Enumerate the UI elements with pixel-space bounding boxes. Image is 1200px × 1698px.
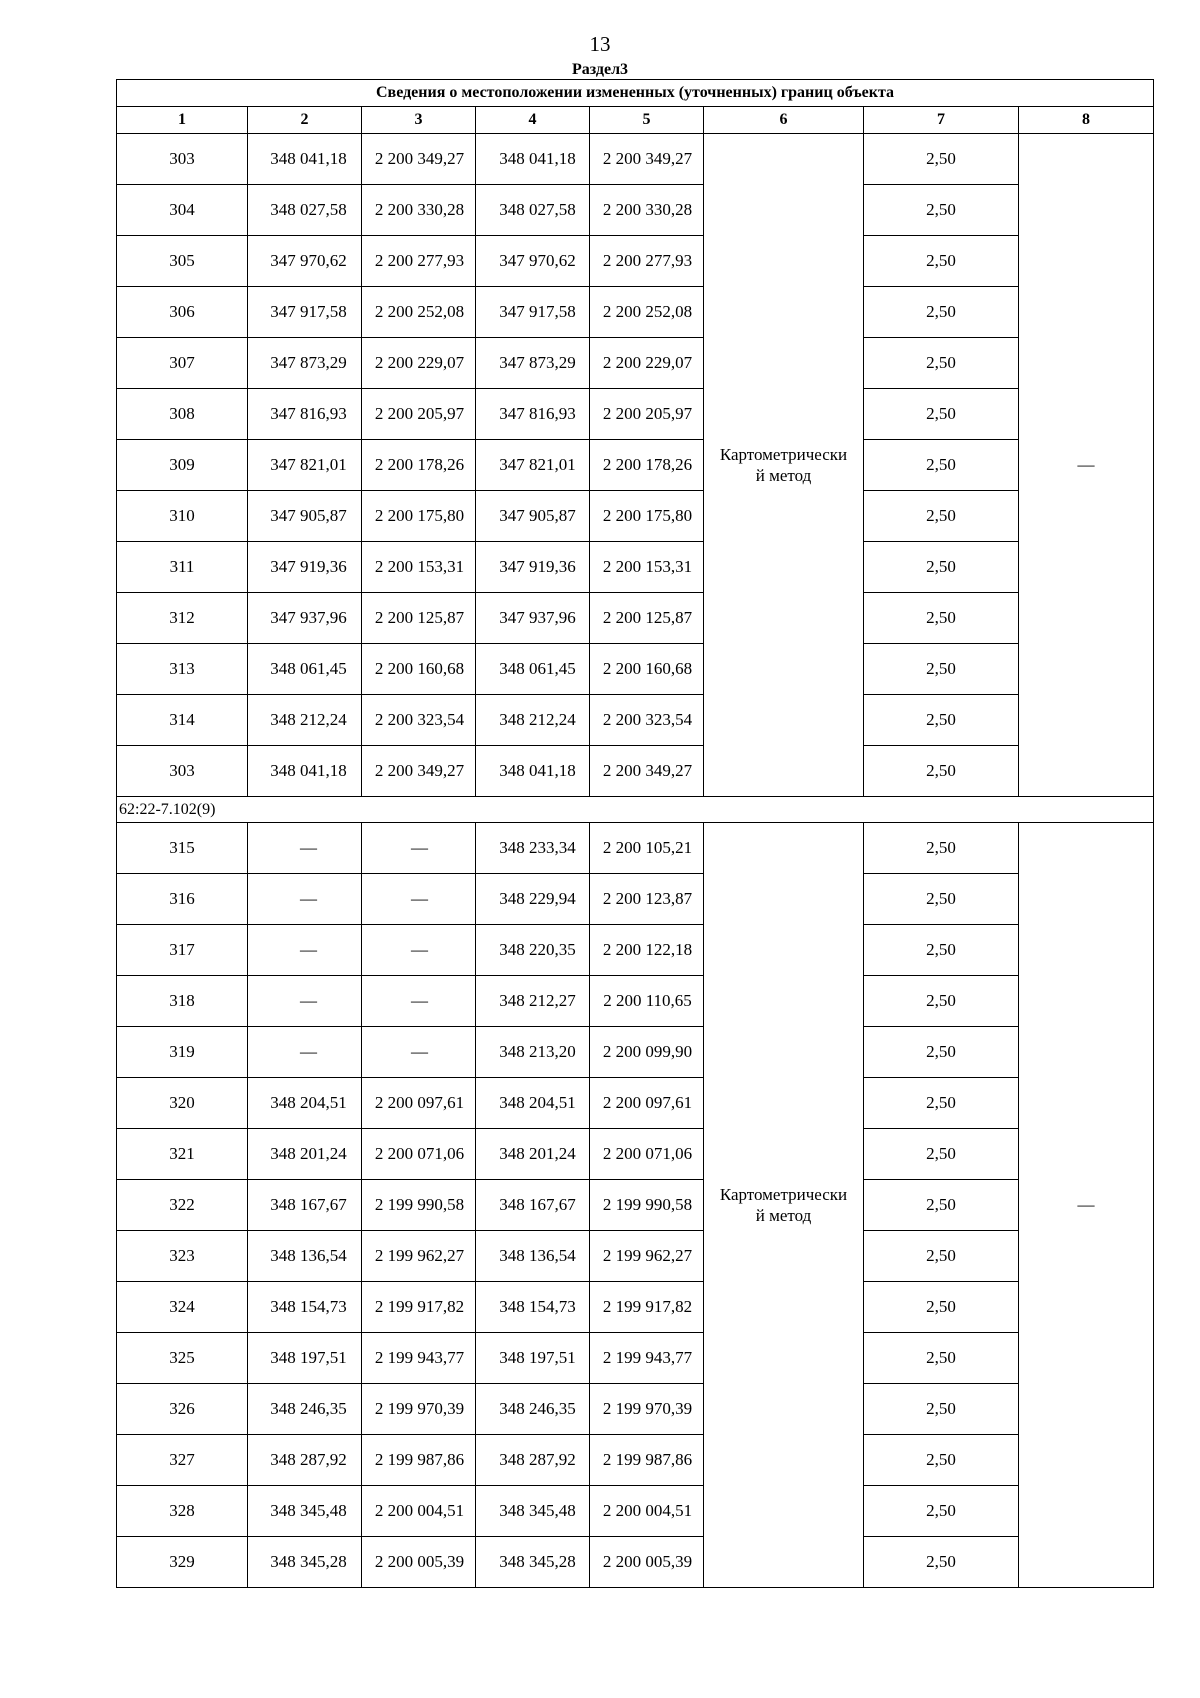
point-number: 327 [117,1435,248,1486]
old-x-coordinate: 347 873,29 [248,338,362,389]
new-x-coordinate: 348 246,35 [476,1384,590,1435]
new-y-coordinate: 2 200 349,27 [590,746,704,797]
new-x-coordinate: 348 229,94 [476,874,590,925]
point-number: 311 [117,542,248,593]
point-number: 316 [117,874,248,925]
accuracy-value: 2,50 [864,236,1019,287]
new-x-coordinate: 348 136,54 [476,1231,590,1282]
accuracy-value: 2,50 [864,185,1019,236]
old-x-coordinate: 348 204,51 [248,1078,362,1129]
old-y-coordinate: 2 200 004,51 [362,1486,476,1537]
table-row [117,236,1154,287]
new-x-coordinate: 348 061,45 [476,644,590,695]
accuracy-value: 2,50 [864,338,1019,389]
new-y-coordinate: 2 200 330,28 [590,185,704,236]
old-x-coordinate: — [248,874,362,925]
column-number: 3 [362,107,476,134]
new-y-coordinate: 2 200 252,08 [590,287,704,338]
accuracy-value: 2,50 [864,287,1019,338]
new-x-coordinate: 348 201,24 [476,1129,590,1180]
accuracy-value: 2,50 [864,1384,1019,1435]
old-y-coordinate: 2 200 160,68 [362,644,476,695]
new-x-coordinate: 348 233,34 [476,823,590,874]
old-x-coordinate: 348 154,73 [248,1282,362,1333]
old-x-coordinate: 348 212,24 [248,695,362,746]
new-y-coordinate: 2 199 962,27 [590,1231,704,1282]
point-number: 319 [117,1027,248,1078]
new-y-coordinate: 2 200 097,61 [590,1078,704,1129]
group-label-row [117,797,1154,823]
old-y-coordinate: — [362,925,476,976]
accuracy-value: 2,50 [864,1027,1019,1078]
table-row [117,542,1154,593]
column-number: 8 [1019,107,1154,134]
boundary-coordinates-table [116,79,1154,1588]
new-y-coordinate: 2 200 005,39 [590,1537,704,1588]
point-number: 321 [117,1129,248,1180]
note-cell: — [1019,134,1154,797]
column-number: 2 [248,107,362,134]
accuracy-value: 2,50 [864,134,1019,185]
old-y-coordinate: 2 200 097,61 [362,1078,476,1129]
old-y-coordinate: 2 200 252,08 [362,287,476,338]
new-x-coordinate: 348 345,48 [476,1486,590,1537]
table-row [117,389,1154,440]
accuracy-value: 2,50 [864,1078,1019,1129]
accuracy-value: 2,50 [864,1282,1019,1333]
point-number: 306 [117,287,248,338]
new-y-coordinate: 2 199 987,86 [590,1435,704,1486]
new-y-coordinate: 2 200 349,27 [590,134,704,185]
table-row [117,644,1154,695]
old-y-coordinate: 2 200 005,39 [362,1537,476,1588]
point-number: 328 [117,1486,248,1537]
point-number: 308 [117,389,248,440]
old-y-coordinate: 2 200 330,28 [362,185,476,236]
accuracy-value: 2,50 [864,440,1019,491]
old-y-coordinate: 2 199 970,39 [362,1384,476,1435]
old-y-coordinate: 2 199 962,27 [362,1231,476,1282]
column-number: 6 [704,107,864,134]
old-y-coordinate: 2 200 229,07 [362,338,476,389]
method-cell [704,134,864,797]
new-x-coordinate: 347 821,01 [476,440,590,491]
table-row [117,185,1154,236]
new-x-coordinate: 348 220,35 [476,925,590,976]
table-row [117,1282,1154,1333]
table-row [117,1333,1154,1384]
old-y-coordinate: 2 200 178,26 [362,440,476,491]
new-y-coordinate: 2 200 178,26 [590,440,704,491]
column-number: 1 [117,107,248,134]
old-x-coordinate: 348 287,92 [248,1435,362,1486]
point-number: 323 [117,1231,248,1282]
new-x-coordinate: 348 041,18 [476,746,590,797]
column-number-row [117,107,1154,134]
accuracy-value: 2,50 [864,695,1019,746]
old-x-coordinate: 348 345,28 [248,1537,362,1588]
point-number: 324 [117,1282,248,1333]
old-x-coordinate: 347 919,36 [248,542,362,593]
old-y-coordinate: — [362,1027,476,1078]
method-cell [704,823,864,1588]
old-y-coordinate: 2 200 349,27 [362,134,476,185]
old-y-coordinate: 2 199 917,82 [362,1282,476,1333]
new-x-coordinate: 347 917,58 [476,287,590,338]
table-row [117,1180,1154,1231]
accuracy-value: 2,50 [864,593,1019,644]
new-x-coordinate: 347 970,62 [476,236,590,287]
accuracy-value: 2,50 [864,874,1019,925]
new-x-coordinate: 347 873,29 [476,338,590,389]
new-y-coordinate: 2 199 970,39 [590,1384,704,1435]
old-y-coordinate: 2 200 205,97 [362,389,476,440]
old-x-coordinate: 348 246,35 [248,1384,362,1435]
page-number: 13 [589,32,611,56]
new-x-coordinate: 348 287,92 [476,1435,590,1486]
accuracy-value: 2,50 [864,1435,1019,1486]
table-row [117,1231,1154,1282]
accuracy-value: 2,50 [864,491,1019,542]
old-x-coordinate: 347 816,93 [248,389,362,440]
point-number: 312 [117,593,248,644]
new-y-coordinate: 2 200 125,87 [590,593,704,644]
new-y-coordinate: 2 200 004,51 [590,1486,704,1537]
point-number: 325 [117,1333,248,1384]
new-x-coordinate: 348 041,18 [476,134,590,185]
new-y-coordinate: 2 200 105,21 [590,823,704,874]
table-row [117,746,1154,797]
point-number: 315 [117,823,248,874]
new-x-coordinate: 348 197,51 [476,1333,590,1384]
accuracy-value: 2,50 [864,1333,1019,1384]
new-x-coordinate: 347 905,87 [476,491,590,542]
table-caption-row [117,80,1154,107]
new-x-coordinate: 348 154,73 [476,1282,590,1333]
new-y-coordinate: 2 200 160,68 [590,644,704,695]
point-number: 322 [117,1180,248,1231]
old-x-coordinate: — [248,925,362,976]
table-row [117,1078,1154,1129]
new-y-coordinate: 2 200 110,65 [590,976,704,1027]
new-y-coordinate: 2 200 175,80 [590,491,704,542]
point-number: 304 [117,185,248,236]
old-y-coordinate: 2 199 987,86 [362,1435,476,1486]
method-text-line: Картометрически [719,1185,848,1204]
method-text-line: й метод [755,1206,812,1225]
accuracy-value: 2,50 [864,1486,1019,1537]
old-x-coordinate: 347 917,58 [248,287,362,338]
new-y-coordinate: 2 200 153,31 [590,542,704,593]
old-y-coordinate: 2 199 943,77 [362,1333,476,1384]
old-y-coordinate: — [362,874,476,925]
table-row [117,1537,1154,1588]
new-x-coordinate: 347 919,36 [476,542,590,593]
old-x-coordinate: 347 905,87 [248,491,362,542]
accuracy-value: 2,50 [864,823,1019,874]
old-y-coordinate: 2 200 323,54 [362,695,476,746]
point-number: 303 [117,134,248,185]
point-number: 326 [117,1384,248,1435]
old-x-coordinate: 347 937,96 [248,593,362,644]
new-x-coordinate: 348 027,58 [476,185,590,236]
section-title: Раздел3 [571,61,629,78]
old-y-coordinate: — [362,976,476,1027]
table-row [117,1129,1154,1180]
old-x-coordinate: 348 167,67 [248,1180,362,1231]
new-y-coordinate: 2 200 071,06 [590,1129,704,1180]
point-number: 303 [117,746,248,797]
old-x-coordinate: 348 136,54 [248,1231,362,1282]
table-row [117,1027,1154,1078]
column-number: 5 [590,107,704,134]
new-x-coordinate: 348 204,51 [476,1078,590,1129]
point-number: 317 [117,925,248,976]
old-y-coordinate: 2 200 175,80 [362,491,476,542]
new-x-coordinate: 347 816,93 [476,389,590,440]
table-caption: Сведения о местоположении измененных (уточненных) границ объекта [117,80,1154,107]
table-row [117,593,1154,644]
old-x-coordinate: 348 197,51 [248,1333,362,1384]
new-y-coordinate: 2 199 943,77 [590,1333,704,1384]
new-y-coordinate: 2 200 123,87 [590,874,704,925]
note-cell: — [1019,823,1154,1588]
old-x-coordinate: 348 027,58 [248,185,362,236]
point-number: 314 [117,695,248,746]
new-y-coordinate: 2 199 917,82 [590,1282,704,1333]
accuracy-value: 2,50 [864,976,1019,1027]
old-x-coordinate: — [248,976,362,1027]
new-x-coordinate: 348 213,20 [476,1027,590,1078]
accuracy-value: 2,50 [864,1180,1019,1231]
accuracy-value: 2,50 [864,746,1019,797]
new-y-coordinate: 2 200 122,18 [590,925,704,976]
point-number: 307 [117,338,248,389]
accuracy-value: 2,50 [864,1129,1019,1180]
old-y-coordinate: 2 200 153,31 [362,542,476,593]
table-row [117,976,1154,1027]
point-number: 310 [117,491,248,542]
old-y-coordinate: 2 200 071,06 [362,1129,476,1180]
point-number: 329 [117,1537,248,1588]
point-number: 320 [117,1078,248,1129]
old-x-coordinate: 347 970,62 [248,236,362,287]
table-row [117,134,1154,185]
table-row [117,491,1154,542]
table-row [117,1384,1154,1435]
old-y-coordinate: 2 200 349,27 [362,746,476,797]
old-x-coordinate: — [248,1027,362,1078]
accuracy-value: 2,50 [864,925,1019,976]
accuracy-value: 2,50 [864,389,1019,440]
table-row [117,1435,1154,1486]
cadastral-group-label: 62:22-7.102(9) [117,797,1154,823]
column-number: 4 [476,107,590,134]
new-x-coordinate: 347 937,96 [476,593,590,644]
old-x-coordinate: 348 061,45 [248,644,362,695]
table-row [117,695,1154,746]
new-y-coordinate: 2 200 277,93 [590,236,704,287]
accuracy-value: 2,50 [864,644,1019,695]
table-row [117,287,1154,338]
old-x-coordinate: 348 041,18 [248,746,362,797]
old-x-coordinate: 347 821,01 [248,440,362,491]
old-y-coordinate: — [362,823,476,874]
new-y-coordinate: 2 200 229,07 [590,338,704,389]
accuracy-value: 2,50 [864,542,1019,593]
old-y-coordinate: 2 200 125,87 [362,593,476,644]
new-x-coordinate: 348 167,67 [476,1180,590,1231]
point-number: 313 [117,644,248,695]
method-text-line: Картометрически [719,445,848,464]
column-number: 7 [864,107,1019,134]
new-y-coordinate: 2 200 323,54 [590,695,704,746]
new-x-coordinate: 348 212,27 [476,976,590,1027]
accuracy-value: 2,50 [864,1537,1019,1588]
old-x-coordinate: 348 041,18 [248,134,362,185]
table-row [117,440,1154,491]
old-y-coordinate: 2 200 277,93 [362,236,476,287]
new-y-coordinate: 2 200 099,90 [590,1027,704,1078]
old-x-coordinate: — [248,823,362,874]
new-y-coordinate: 2 200 205,97 [590,389,704,440]
new-x-coordinate: 348 345,28 [476,1537,590,1588]
method-text-line: й метод [755,466,812,485]
accuracy-value: 2,50 [864,1231,1019,1282]
table-row [117,338,1154,389]
point-number: 318 [117,976,248,1027]
new-x-coordinate: 348 212,24 [476,695,590,746]
old-y-coordinate: 2 199 990,58 [362,1180,476,1231]
new-y-coordinate: 2 199 990,58 [590,1180,704,1231]
point-number: 309 [117,440,248,491]
table-row [117,874,1154,925]
point-number: 305 [117,236,248,287]
table-row [117,1486,1154,1537]
old-x-coordinate: 348 345,48 [248,1486,362,1537]
old-x-coordinate: 348 201,24 [248,1129,362,1180]
table-row [117,925,1154,976]
table-row [117,823,1154,874]
